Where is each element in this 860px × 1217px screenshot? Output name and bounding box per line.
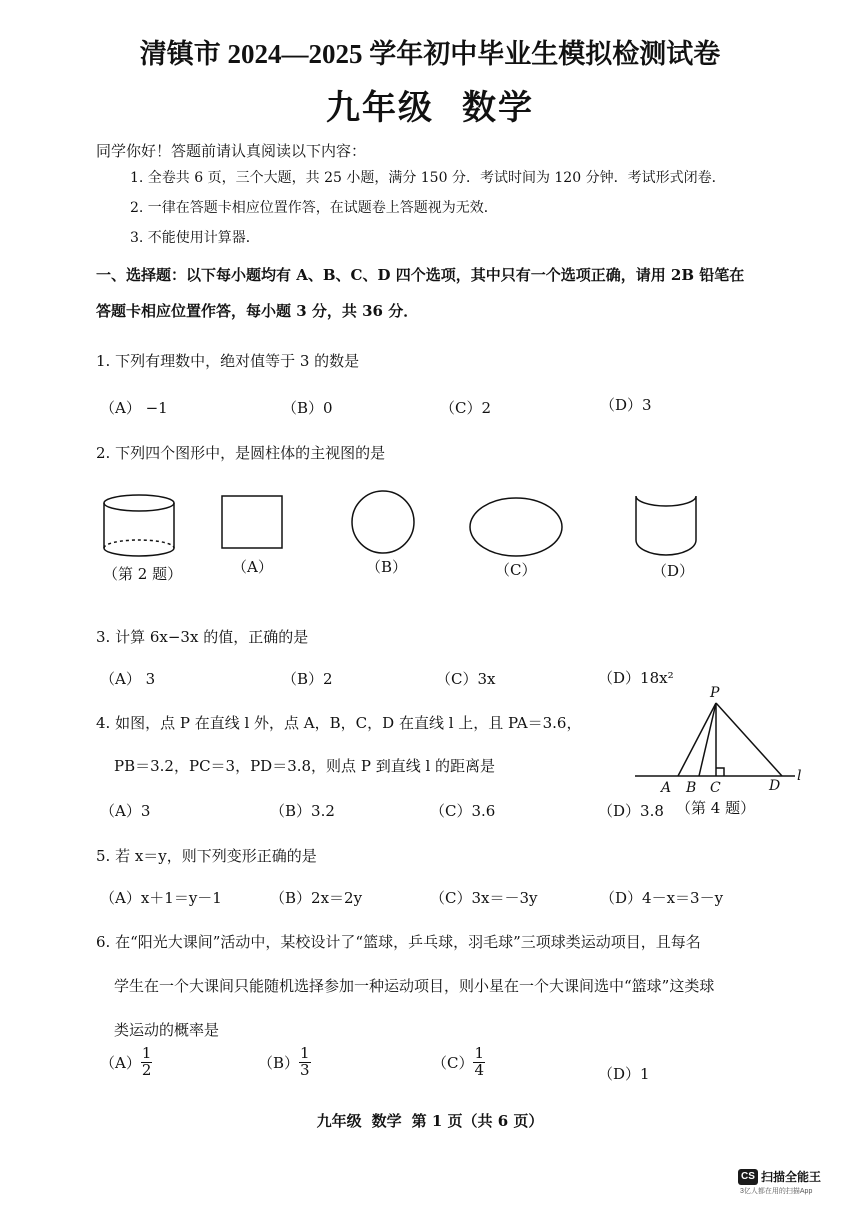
question-4-option-d: （D）3.8 bbox=[598, 802, 664, 820]
scanner-app-name: 扫描全能王 bbox=[761, 1170, 822, 1184]
question-1-option-b: （B）0 bbox=[282, 399, 333, 417]
point-label-p: P bbox=[710, 685, 720, 701]
point-label-d: D bbox=[769, 778, 781, 794]
option-label: （A） bbox=[100, 1053, 141, 1072]
option-label: （C） bbox=[432, 1053, 474, 1072]
question-1-option-a: （A） −1 bbox=[100, 399, 168, 417]
numerator: 1 bbox=[474, 1044, 485, 1062]
grade-label: 九年级 bbox=[326, 90, 434, 127]
segment-pb bbox=[699, 703, 716, 776]
denominator: 2 bbox=[141, 1060, 152, 1079]
question-2-option-a: （A） bbox=[232, 558, 273, 576]
question-3-option-b: （B）2 bbox=[282, 670, 333, 688]
question-4-option-a: （A）3 bbox=[100, 802, 151, 820]
denominator: 4 bbox=[474, 1060, 485, 1079]
question-6-stem-line-1: 6. 在“阳光大课间”活动中，某校设计了“篮球，乒乓球，羽毛球”三项球类运动项目，且每名 bbox=[96, 933, 701, 951]
section-heading-line-1: 一、选择题：以下每小题均有 A、B、C、D 四个选项，其中只有一个选项正确，请用 2B 铅笔在 bbox=[96, 266, 745, 284]
question-4-figure-caption: （第 4 题） bbox=[676, 799, 756, 817]
question-6-stem-line-2: 学生在一个大课间只能随机选择参加一种运动项目，则小星在一个大课间选中“篮球”这类球 bbox=[114, 977, 715, 995]
instruction-item-3: 3. 不能使用计算器． bbox=[130, 230, 260, 246]
cs-logo-icon: CS bbox=[738, 1169, 758, 1185]
option-value: 1 bbox=[640, 1065, 650, 1083]
point-label-a: A bbox=[661, 780, 672, 796]
fraction bbox=[299, 1046, 311, 1079]
fraction bbox=[141, 1046, 153, 1079]
question-2-figure-caption: （第 2 题） bbox=[103, 565, 183, 583]
question-6-option-d bbox=[598, 1063, 650, 1084]
footer-subject: 数学 bbox=[371, 1112, 402, 1130]
segment-pd bbox=[716, 703, 782, 776]
question-5-option-a: （A）x＋1＝y－1 bbox=[100, 889, 222, 907]
section-heading-line-2: 答题卡相应位置作答，每小题 3 分，共 36 分． bbox=[96, 302, 419, 320]
question-3-option-a: （A） 3 bbox=[100, 670, 156, 688]
question-5-option-d: （D）4－x＝3－y bbox=[600, 889, 724, 907]
page-footer bbox=[0, 1110, 860, 1131]
subject-label: 数学 bbox=[462, 90, 534, 127]
question-6-stem-line-3: 类运动的概率是 bbox=[114, 1021, 220, 1039]
segment-pa bbox=[678, 703, 716, 776]
instruction-item-1: 1. 全卷共 6 页，三个大题，共 25 小题，满分 150 分．考试时间为 120 分钟．考试形式闭卷． bbox=[130, 170, 726, 186]
question-3-stem: 3. 计算 6x−3x 的值，正确的是 bbox=[96, 628, 309, 646]
question-6-option-a bbox=[100, 1046, 152, 1079]
option-label: （D） bbox=[598, 1065, 641, 1083]
question-1-option-d: （D）3 bbox=[600, 396, 652, 414]
question-3-option-d: （D）18x² bbox=[598, 669, 674, 687]
question-4-option-c: （C）3.6 bbox=[430, 802, 496, 820]
exam-title: 清镇市 2024—2025 学年初中毕业生模拟检测试卷 bbox=[139, 39, 721, 69]
question-2-stem: 2. 下列四个图形中，是圆柱体的主视图的是 bbox=[96, 444, 386, 462]
question-4-option-b: （B）3.2 bbox=[270, 802, 335, 820]
point-label-c: C bbox=[710, 780, 721, 796]
point-label-b: B bbox=[686, 780, 697, 796]
question-6-option-c bbox=[432, 1046, 485, 1079]
footer-page-number: 第 1 页（共 6 页） bbox=[411, 1112, 544, 1130]
option-label: （B） bbox=[258, 1053, 300, 1072]
right-angle-mark bbox=[716, 768, 724, 776]
scanner-tagline: 3亿人都在用的扫描App bbox=[740, 1188, 813, 1195]
footer-grade: 九年级 bbox=[316, 1112, 362, 1130]
question-2-option-b: （B） bbox=[366, 558, 408, 576]
line-label-l: l bbox=[797, 768, 802, 784]
numerator: 1 bbox=[141, 1044, 152, 1062]
question-1-option-c: （C）2 bbox=[440, 399, 492, 417]
question-3-option-c: （C）3x bbox=[436, 670, 496, 688]
question-2-option-d: （D） bbox=[652, 562, 695, 580]
scanner-watermark bbox=[738, 1166, 822, 1195]
question-6-option-b bbox=[258, 1046, 311, 1079]
question-1-stem: 1. 下列有理数中，绝对值等于 3 的数是 bbox=[96, 352, 360, 370]
question-5-option-b: （B）2x＝2y bbox=[270, 889, 363, 907]
numerator: 1 bbox=[300, 1044, 310, 1062]
question-5-stem: 5. 若 x＝y，则下列变形正确的是 bbox=[96, 847, 317, 865]
instruction-item-2: 2. 一律在答题卡相应位置作答，在试题卷上答题视为无效． bbox=[130, 200, 498, 216]
instructions-intro: 同学你好！答题前请认真阅读以下内容： bbox=[96, 142, 367, 160]
fraction bbox=[473, 1046, 485, 1079]
denominator: 3 bbox=[300, 1060, 310, 1079]
question-2-option-c: （C） bbox=[495, 561, 537, 579]
question-5-option-c: （C）3x＝－3y bbox=[430, 889, 538, 907]
question-4-stem-line-2: PB＝3.2，PC＝3，PD＝3.8，则点 P 到直线 l 的距离是 bbox=[114, 757, 496, 775]
question-4-stem-line-1: 4. 如图，点 P 在直线 l 外，点 A，B，C，D 在直线 l 上，且 PA＝3.6， bbox=[96, 714, 582, 732]
